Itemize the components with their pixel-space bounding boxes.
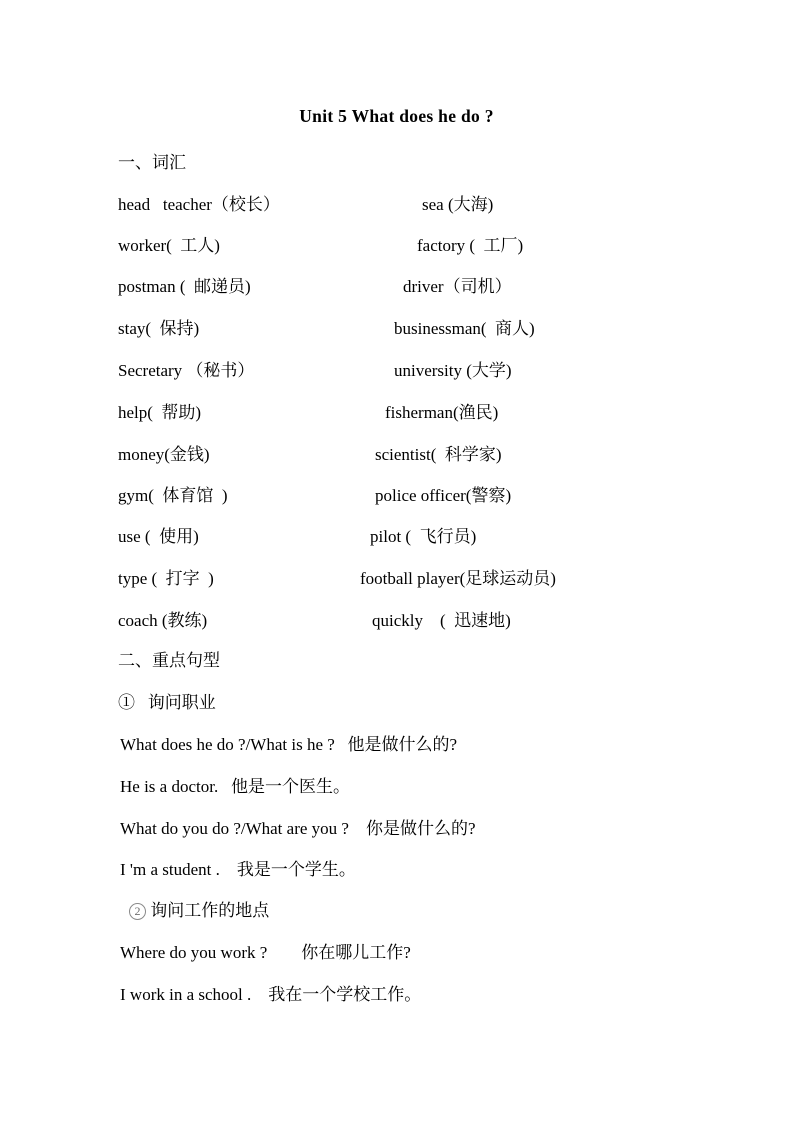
vocabulary-row: [0, 272, 793, 314]
section-heading-patterns: 二、重点句型: [118, 651, 220, 670]
vocabulary-term-right: police officer(警察): [375, 486, 512, 505]
vocabulary-term-left: worker( 工人): [118, 236, 220, 255]
vocabulary-term-right: businessman( 商人): [394, 319, 535, 338]
vocabulary-term-left: postman ( 邮递员): [118, 277, 251, 296]
numbered-item-2: [129, 896, 269, 921]
list-marker: 2: [129, 903, 146, 920]
vocabulary-term-left: help( 帮助): [118, 403, 202, 422]
vocabulary-row: [0, 398, 793, 440]
vocabulary-term-left: money(金钱): [118, 445, 210, 464]
vocabulary-term-right: quickly ( 迅速地): [372, 611, 511, 630]
sentence-line: What does he do ?/What is he ? 他是做什么的?: [120, 735, 458, 754]
vocabulary-term-right: football player(足球运动员): [360, 569, 556, 588]
numbered-item-label: 询问职业: [135, 693, 216, 712]
vocabulary-row: [0, 314, 793, 356]
vocabulary-term-right: scientist( 科学家): [375, 445, 502, 464]
vocabulary-term-right: factory ( 工厂): [417, 236, 524, 255]
vocabulary-term-left: type ( 打字 ): [118, 569, 214, 588]
sentence-line: He is a doctor. 他是一个医生。: [120, 777, 350, 796]
vocabulary-term-left: use ( 使用): [118, 527, 199, 546]
vocabulary-row: [0, 231, 793, 273]
sentence-line: What do you do ?/What are you ? 你是做什么的?: [120, 819, 476, 838]
numbered-item-1: [118, 688, 216, 713]
vocabulary-term-left: head teacher（校长）: [118, 195, 280, 214]
vocabulary-row: [0, 564, 793, 606]
vocabulary-term-right: pilot ( 飞行员): [370, 527, 477, 546]
sentence-line: Where do you work ? 你在哪儿工作?: [120, 943, 411, 962]
vocabulary-term-left: stay( 保持): [118, 319, 200, 338]
list-marker: ①: [118, 693, 135, 712]
sentence-line: I 'm a student . 我是一个学生。: [120, 860, 356, 879]
vocabulary-row: [0, 190, 793, 232]
vocabulary-term-right: sea (大海): [422, 195, 494, 214]
vocabulary-row: [0, 356, 793, 398]
vocabulary-row: [0, 440, 793, 482]
section-heading-vocabulary: 一、词汇: [118, 153, 186, 172]
vocabulary-term-left: coach (教练): [118, 611, 208, 630]
vocabulary-term-right: driver（司机）: [403, 277, 512, 296]
vocabulary-row: [0, 522, 793, 564]
vocabulary-term-right: university (大学): [394, 361, 512, 380]
numbered-item-label: 询问工作的地点: [146, 901, 270, 920]
sentence-line: I work in a school . 我在一个学校工作。: [120, 985, 422, 1004]
vocabulary-row: [0, 481, 793, 523]
vocabulary-term-right: fisherman(渔民): [385, 403, 499, 422]
vocabulary-row: [0, 606, 793, 648]
vocabulary-term-left: gym( 体育馆 ): [118, 486, 228, 505]
vocabulary-term-left: Secretary （秘书）: [118, 361, 255, 380]
page-title: Unit 5 What does he do ?: [299, 106, 494, 126]
